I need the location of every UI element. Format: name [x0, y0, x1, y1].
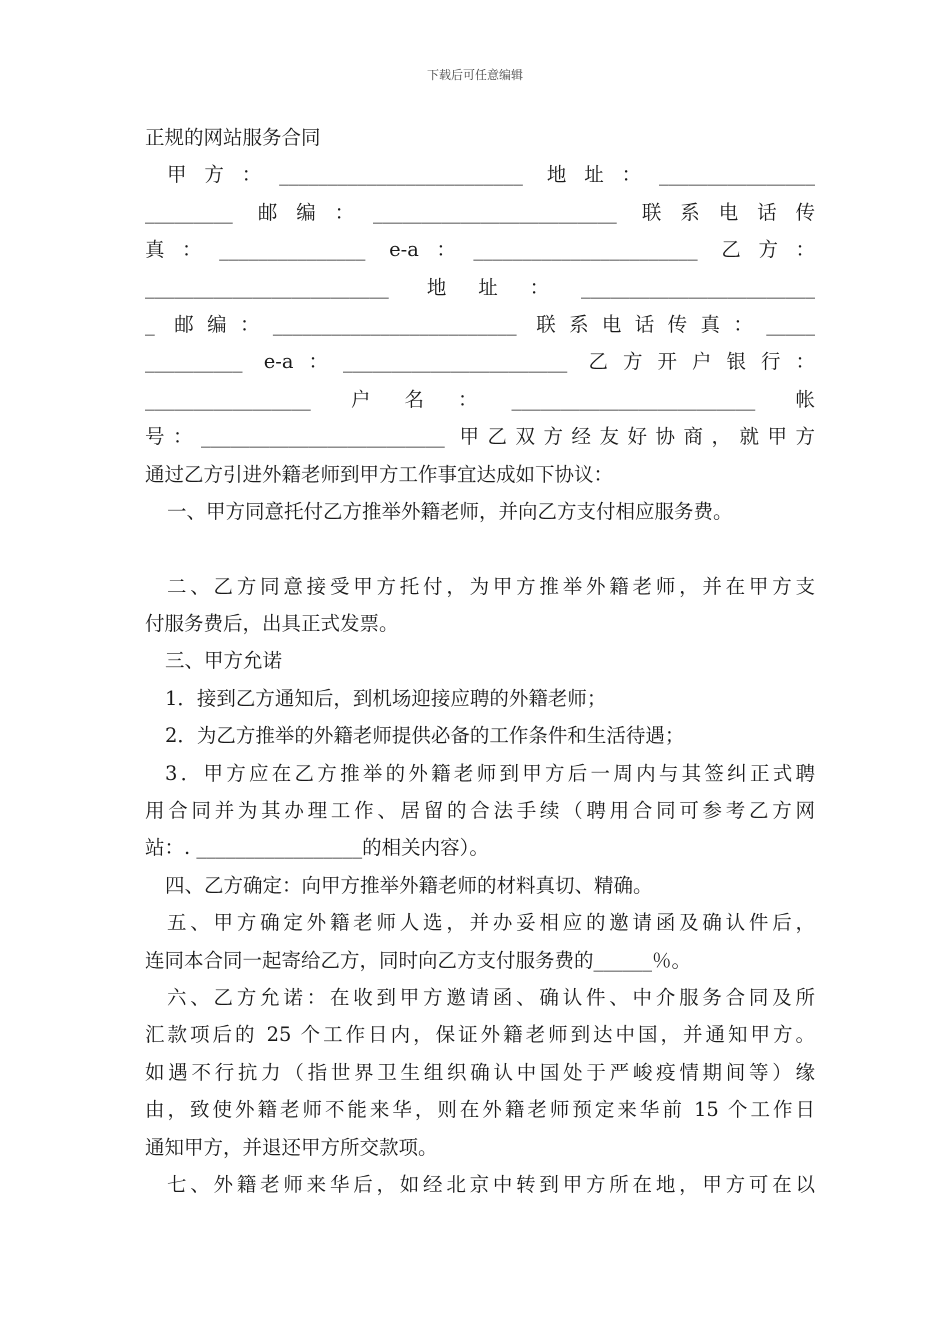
clause-4: 四、乙方确定：向甲方推举外籍老师的材料真切、精确。	[165, 873, 653, 897]
clause-6-line-4: 由，致使外籍老师不能来华，则在外籍老师预定来华前 15 个工作日	[145, 1098, 815, 1122]
clause-3-item-3-line-1: 3．甲方应在乙方推举的外籍老师到甲方后一周内与其签纠正式聘	[165, 761, 815, 785]
page-header: 下载后可任意编辑	[426, 68, 523, 82]
account-name-line: _________________ 户名：_________________________ 帐	[145, 387, 815, 411]
clause-3-item-1: 1．接到乙方通知后，到机场迎接应聘的外籍老师；	[165, 686, 607, 710]
clause-3-item-3-line-3: 站：. _________________的相关内容）。	[145, 836, 489, 860]
clause-3-item-2: 2．为乙方推举的外籍老师提供必备的工作条件和生活待遇；	[165, 724, 685, 748]
clause-6-line-1: 六、乙方允诺：在收到甲方邀请函、确认件、中介服务合同及所	[167, 985, 815, 1009]
blank-line	[145, 530, 815, 567]
clause-7-line-1: 七、外籍老师来华后，如经北京中转到甲方所在地，甲方可在以	[167, 1172, 815, 1196]
agreement-intro-line: 通过乙方引进外籍老师到甲方工作事宜达成如下协议：	[145, 462, 614, 486]
clause-5-line-1: 五、甲方确定外籍老师人选，并办妥相应的邀请函及确认件后，	[167, 911, 815, 935]
clause-3-heading: 三、甲方允诺	[165, 649, 283, 673]
clause-5-line-2: 连同本合同一起寄给乙方，同时向乙方支付服务费的______％。	[145, 948, 692, 972]
clause-1: 一、甲方同意托付乙方推举外籍老师，并向乙方支付相应服务费。	[167, 499, 733, 523]
clause-6-line-2: 汇款项后的 25 个工作日内，保证外籍老师到达中国，并通知甲方。	[145, 1023, 815, 1047]
clause-6-line-3: 如遇不行抗力（指世界卫生组织确认中国处于严峻疫情期间等）缘	[145, 1060, 815, 1084]
fax-email-line: 真：_______________ e-a：_______________________ 乙方：	[145, 238, 815, 262]
clause-6-line-5: 通知甲方，并退还甲方所交款项。	[145, 1135, 438, 1159]
party-b-postcode-line: _ 邮编：_________________________ 联系电话传真：_____	[145, 312, 815, 336]
party-b-bank-line: __________ e-a：_______________________ 乙方开户银行：	[145, 350, 815, 374]
postcode-line: _________ 邮编：_________________________ 联系电话传	[145, 200, 815, 224]
party-b-address-line: _________________________ 地址：________________________	[145, 275, 815, 299]
clause-2-line-1: 二、乙方同意接受甲方托付，为甲方推举外籍老师，并在甲方支	[167, 574, 815, 598]
clause-3-item-3-line-2: 用合同并为其办理工作、居留的合法手续（聘用合同可参考乙方网	[145, 799, 815, 823]
clause-2-line-2: 付服务费后，出具正式发票。	[145, 612, 399, 636]
contract-title: 正规的网站服务合同	[145, 126, 321, 149]
party-a-line: 甲方：_________________________ 地址：________________	[167, 163, 815, 187]
account-number-line: 号：_________________________ 甲乙双方经友好协商，就甲方	[145, 425, 815, 449]
contract-body	[145, 119, 815, 1203]
